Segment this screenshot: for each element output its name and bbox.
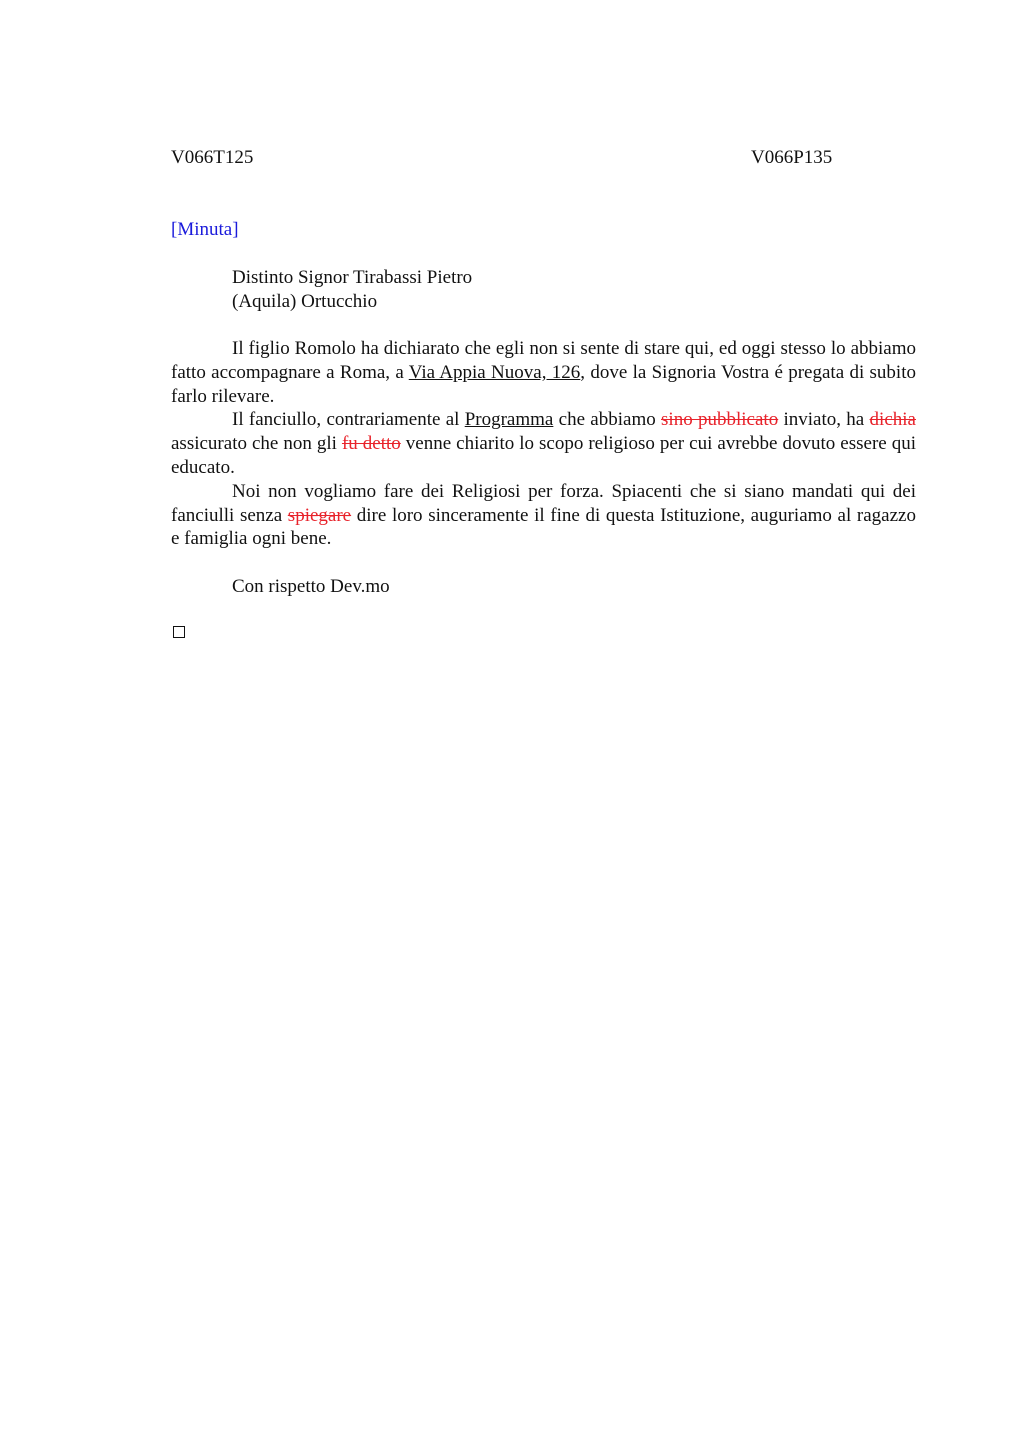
letter-body <box>171 337 916 551</box>
deleted-text: fu detto <box>341 433 401 455</box>
addressee-block <box>232 266 472 314</box>
text-run: assicurato che non gli <box>171 433 342 455</box>
text-run: che abbiamo <box>553 409 662 431</box>
empty-square-icon <box>173 626 185 638</box>
text-run: Il figlio Romolo ha dichiarato che egli non si sente di stare qui, ed oggi stesso lo abbiamo fatto accompagnare a Roma, a <box>171 338 916 383</box>
underlined-programma: Programma <box>464 409 554 431</box>
underlined-address: Via Appia Nuova, 126 <box>408 361 581 383</box>
addressee-location: (Aquila) Ortucchio <box>232 291 378 312</box>
addressee-name: Distinto Signor Tirabassi Pietro <box>232 267 473 288</box>
closing-line: Con rispetto Dev.mo <box>232 576 390 597</box>
document-code-left: V066T125 <box>171 147 254 168</box>
deleted-text: dichia <box>869 409 916 431</box>
deleted-text: spiegare <box>287 504 352 526</box>
minuta-label: [Minuta] <box>171 219 239 240</box>
paragraph-3 <box>171 480 916 551</box>
text-run: Il fanciullo, contrariamente al <box>232 409 465 431</box>
deleted-text: sino pubblicato <box>661 409 779 431</box>
text-run: , dove la Signoria Vostra é pregata di subito farlo rilevare. <box>171 361 916 407</box>
paragraph-1 <box>171 337 916 408</box>
text-run: Noi non vogliamo fare dei Religiosi per forza. Spiacenti che si siano mandati qui dei fanciulli senza <box>171 480 916 526</box>
text-run: dire loro sinceramente il fine di questa Istituzione, auguriamo al ragazzo e famiglia ogni bene. <box>171 504 916 550</box>
paragraph-2 <box>171 408 916 479</box>
text-run: venne chiarito lo scopo religioso per cui avrebbe dovuto essere qui educato. <box>171 433 916 478</box>
text-run: inviato, ha <box>778 409 870 431</box>
document-code-right: V066P135 <box>751 147 833 168</box>
